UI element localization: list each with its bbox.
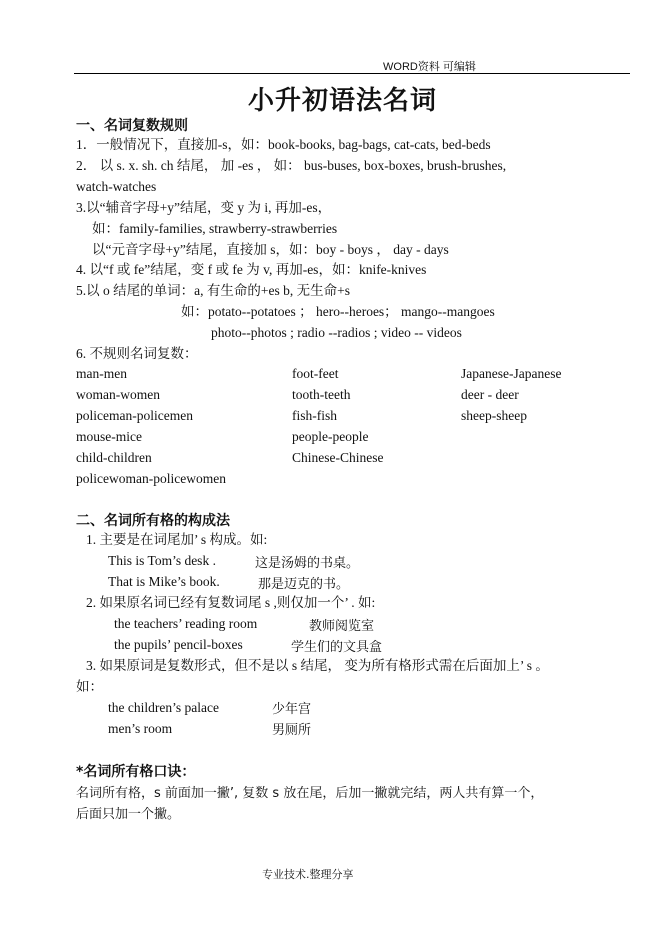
rule-1: 1．一般情况下，直接加-s，如：book-books, bag-bags, cat-cats, bed-beds — [76, 137, 491, 152]
rule-5-example-2: photo--photos ; radio --radios ; video -- videos — [211, 325, 462, 340]
possessive-example-zh: 教师阅览室 — [309, 619, 375, 634]
possessive-example-en: This is Tom’s desk . — [108, 553, 216, 568]
rule-3: 3.以“辅音字母+y”结尾，变 y 为 i, 再加-es， — [76, 200, 332, 215]
rule-3-example: 如：family-families, strawberry-strawberries — [92, 221, 338, 236]
rule-2-cont: watch-watches — [76, 179, 157, 194]
possessive-example-zh: 学生们的文具盒 — [291, 640, 383, 655]
rule-6: 6. 不规则名词复数： — [76, 346, 198, 361]
irregular-item: Japanese-Japanese — [461, 366, 562, 381]
section-heading-mnemonic: *名词所有格口诀： — [76, 764, 196, 780]
irregular-item: people-people — [292, 429, 369, 444]
possessive-example-en: the teachers’ reading room — [114, 616, 258, 631]
irregular-item: sheep-sheep — [461, 408, 527, 423]
irregular-item: fish-fish — [292, 408, 337, 423]
possessive-example-en: That is Mike’s book. — [108, 574, 220, 589]
irregular-item: man-men — [76, 366, 127, 381]
page-header: WORD资料 可编辑 — [383, 61, 476, 73]
possessive-rule-3: 3. 如果原词是复数形式，但不是以 s 结尾， 变为所有格形式需在后面加上’ s 。 — [86, 658, 549, 673]
irregular-item: policeman-policemen — [76, 408, 193, 423]
mnemonic-line-1: 名词所有格，s 前面加一撇’, 复数 s 放在尾，后加一撇就完结，两人共有算一个， — [76, 786, 544, 801]
irregular-column-3 — [461, 364, 561, 427]
rule-4: 4. 以“f 或 fe”结尾，变 f 或 fe 为 v, 再加-es，如：knife-knives — [76, 262, 427, 277]
rule-5-example-1: 如：potato--potatoes ； hero--heroes； mango--mangoes — [181, 304, 495, 319]
rule-3-vowel: 以“元音字母+y”结尾，直接加 s，如：boy - boys ， day - days — [92, 242, 449, 257]
possessive-example-en: the children’s palace — [108, 700, 219, 715]
possessive-example-zh: 那是迈克的书。 — [258, 577, 350, 592]
possessive-rule-1: 1. 主要是在词尾加’ s 构成。如: — [86, 532, 268, 547]
irregular-column-2 — [292, 364, 383, 469]
header-rule — [74, 73, 630, 74]
irregular-item: deer - deer — [461, 387, 519, 402]
possessive-rule-3-cont: 如： — [76, 679, 103, 694]
possessive-example-en: the pupils’ pencil-boxes — [114, 637, 243, 652]
irregular-item: child-children — [76, 450, 152, 465]
irregular-item: foot-feet — [292, 366, 339, 381]
page-title: 小升初语法名词 — [248, 86, 438, 116]
section-heading-possessive: 二、名词所有格的构成法 — [76, 513, 230, 529]
mnemonic-line-2: 后面只加一个撇。 — [76, 807, 181, 822]
possessive-example-zh: 男厕所 — [272, 723, 312, 738]
rule-5: 5.以 o 结尾的单词：a, 有生命的+es b, 无生命+s — [76, 283, 350, 298]
page-footer: 专业技术.整理分享 — [262, 868, 354, 881]
irregular-column-1 — [76, 364, 226, 490]
possessive-example-zh: 这是汤姆的书桌。 — [255, 556, 360, 571]
possessive-rule-2: 2. 如果原名词已经有复数词尾 s ,则仅加一个’ . 如: — [86, 595, 376, 610]
irregular-item: woman-women — [76, 387, 160, 402]
irregular-item: tooth-teeth — [292, 387, 351, 402]
irregular-item: policewoman-policewomen — [76, 471, 226, 486]
irregular-item: Chinese-Chinese — [292, 450, 384, 465]
rule-2: 2． 以 s. x. sh. ch 结尾， 加 -es ， 如： bus-buses, box-boxes, brush-brushes, — [76, 158, 507, 173]
section-heading-plural: 一、名词复数规则 — [76, 118, 188, 134]
irregular-item: mouse-mice — [76, 429, 142, 444]
possessive-example-zh: 少年宫 — [272, 702, 312, 717]
possessive-example-en: men’s room — [108, 721, 173, 736]
